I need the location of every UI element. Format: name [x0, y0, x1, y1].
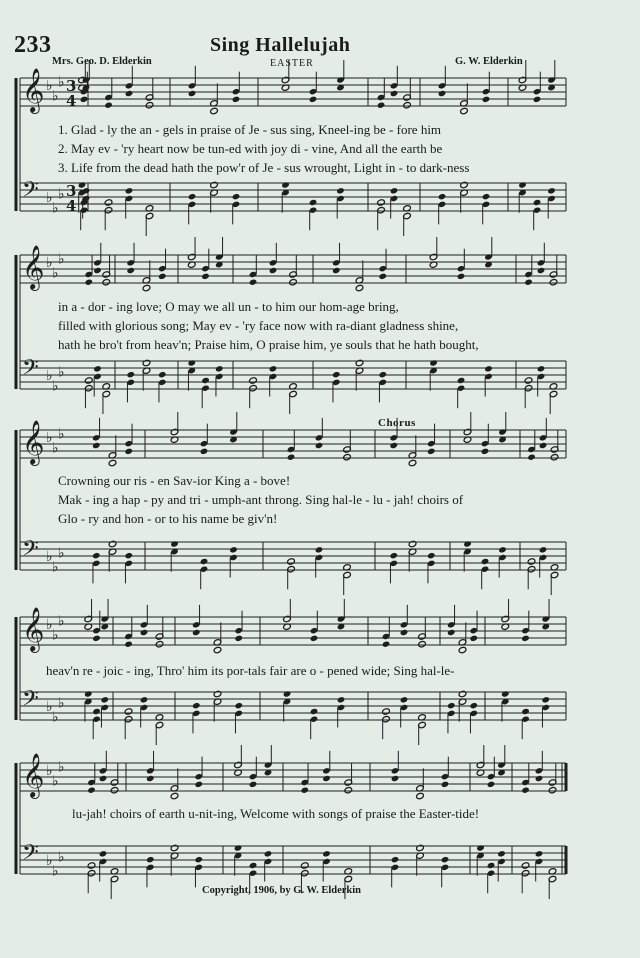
treble-clef-icon: 𝄞	[22, 753, 45, 798]
treble-clef-icon: 𝄞	[22, 607, 45, 652]
flat-icon: ♭	[46, 763, 53, 779]
copyright-notice: Copyright, 1906, by G. W. Elderkin	[202, 885, 361, 896]
system-5-lyric: lu-jah! choirs of earth u-nit-ing, Welcome with songs of praise the Easter-tide!	[72, 806, 480, 821]
treble-staff	[20, 617, 566, 645]
bass-clef-icon: 𝄢	[22, 686, 39, 717]
flat-icon: ♭	[46, 78, 53, 94]
system-1-lyric-verse-1: 1. Glad - ly the an - gels in praise of Je - sus sing, Kneel-ing be - fore him	[58, 122, 442, 137]
treble-clef-icon: 𝄞	[22, 420, 45, 465]
flat-icon: ♭	[46, 549, 53, 565]
flat-icon: ♭	[58, 364, 65, 381]
system-1-lyric-verse-2: 2. May ev - 'ry heart now be tun-ed with joy di - vine, And all the earth be	[58, 141, 443, 156]
system-2-lyric-verse-3: hath he bro't from heav'n; Praise him, O praise him, ye souls that he hath bought,	[58, 337, 479, 352]
lyricist-credit: Mrs. Geo. D. Elderkin	[52, 56, 152, 67]
flat-icon: ♭	[52, 627, 59, 644]
flat-icon: ♭	[58, 186, 65, 203]
hymn-title: Sing Hallelujah	[210, 34, 351, 56]
system-3-lyric-verse-2: Mak - ing a hap - py and tri - umph-ant throng. Sing hal-le - lu - jah! choirs of	[58, 492, 464, 507]
svg-text:4: 4	[66, 197, 77, 215]
bass-staff	[20, 361, 566, 389]
svg-text:3: 3	[66, 77, 77, 95]
svg-text:4: 4	[66, 92, 77, 110]
flat-icon: ♭	[52, 773, 59, 790]
flat-icon: ♭	[46, 368, 53, 384]
system-3-lyric-verse-3: Glo - ry and hon - or to his name be giv'n!	[58, 511, 278, 526]
flat-icon: ♭	[46, 853, 53, 869]
treble-staff	[20, 255, 566, 283]
flat-icon: ♭	[58, 426, 65, 443]
flat-icon: ♭	[52, 88, 59, 105]
occasion-label: EASTER	[270, 58, 314, 69]
flat-icon: ♭	[58, 759, 65, 776]
bass-clef-icon: 𝄢	[22, 536, 39, 567]
system-5	[16, 745, 566, 899]
bass-clef-icon: 𝄢	[22, 840, 39, 871]
flat-icon: ♭	[52, 265, 59, 282]
svg-text:3: 3	[66, 182, 77, 200]
bass-clef-icon: 𝄢	[22, 355, 39, 386]
flat-icon: ♭	[46, 190, 53, 206]
system-4-lyric: heav'n re - joic - ing, Thro' him its por-tals fair are o - pened wide; Sing hal-le-	[46, 663, 455, 678]
flat-icon: ♭	[58, 613, 65, 630]
system-2-lyric-verse-1: in a - dor - ing love; O may we all un - to him our hom-age bring,	[58, 299, 399, 314]
treble-clef-icon: 𝄞	[22, 245, 45, 290]
chorus-label: Chorus	[378, 417, 416, 429]
flat-icon: ♭	[58, 695, 65, 712]
system-3-lyric-verse-1: Crowning our ris - en Sav-ior King a - bove!	[58, 473, 291, 488]
bass-clef-icon: 𝄢	[22, 177, 39, 208]
flat-icon: ♭	[52, 709, 59, 726]
flat-icon: ♭	[52, 440, 59, 457]
composer-credit: G. W. Elderkin	[455, 56, 523, 67]
flat-icon: ♭	[58, 849, 65, 866]
treble-clef-icon: 𝄞	[22, 68, 45, 113]
flat-icon: ♭	[46, 430, 53, 446]
system-1-lyric-verse-3: 3. Life from the dead hath the pow'r of Je - sus wrought, Light in - to dark-ness	[58, 160, 470, 175]
flat-icon: ♭	[58, 74, 65, 91]
flat-icon: ♭	[52, 200, 59, 217]
flat-icon: ♭	[58, 545, 65, 562]
flat-icon: ♭	[52, 559, 59, 576]
flat-icon: ♭	[58, 251, 65, 268]
flat-icon: ♭	[46, 617, 53, 633]
flat-icon: ♭	[46, 699, 53, 715]
system-2-lyric-verse-2: filled with glorious song; May ev - 'ry face now with ra-diant gladness shine,	[58, 318, 459, 333]
hymn-number: 233	[14, 32, 52, 58]
flat-icon: ♭	[46, 255, 53, 271]
flat-icon: ♭	[52, 378, 59, 395]
flat-icon: ♭	[52, 863, 59, 880]
